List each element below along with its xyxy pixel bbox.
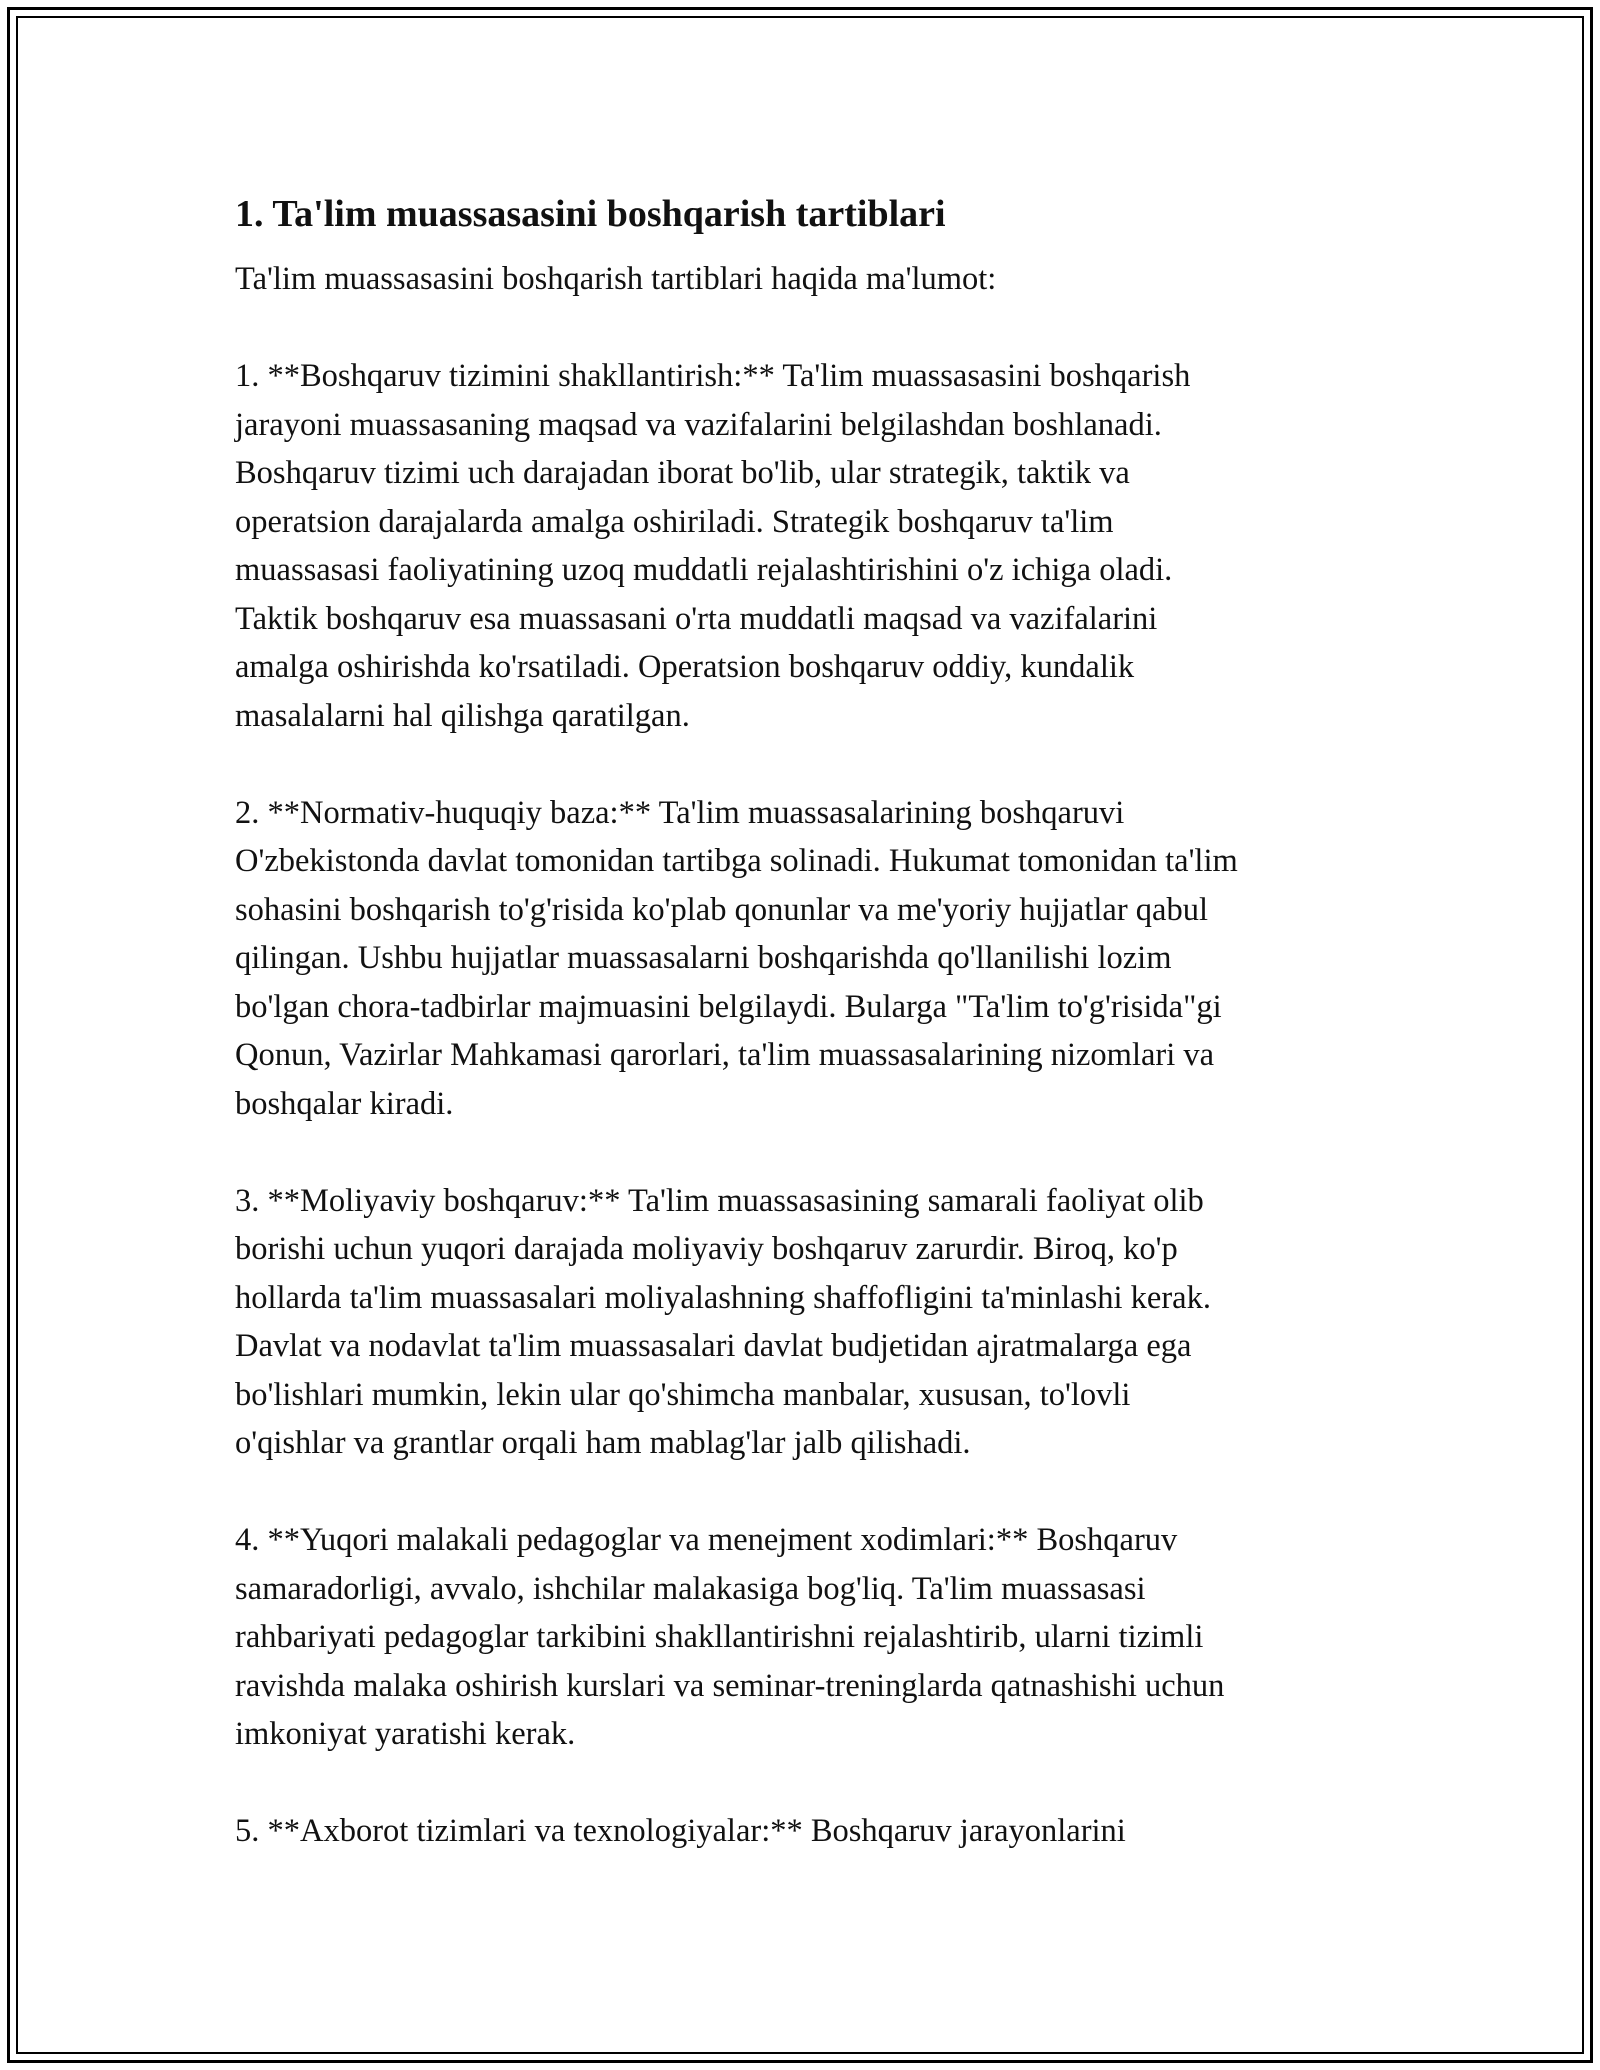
intro-paragraph	[235, 255, 1375, 304]
text-line: Boshqaruv tizimi uch darajadan iborat bo'lib, ular strategik, taktik va	[235, 455, 1130, 491]
text-line: o'qishlar va grantlar orqali ham mablag'lar jalb qilishadi.	[235, 1425, 971, 1461]
text-line: imkoniyat yaratishi kerak.	[235, 1716, 576, 1752]
text-line: qilingan. Ushbu hujjatlar muassasalarni boshqarishda qo'llanilishi lozim	[235, 940, 1172, 976]
text-line: Taktik boshqaruv esa muassasani o'rta muddatli maqsad va vazifalarini	[235, 600, 1158, 637]
text-line: sohasini boshqarish to'g'risida ko'plab qonunlar va me'yoriy hujjatlar qabul	[235, 891, 1208, 928]
text-line: boshqalar kiradi.	[235, 1085, 454, 1122]
text-line: 4. **Yuqori malakali pedagoglar va menejment xodimlari:** Boshqaruv	[235, 1522, 1178, 1558]
text-line: bo'lishlari mumkin, lekin ular qo'shimcha manbalar, xususan, to'lovli	[235, 1376, 1131, 1413]
paragraph-1	[235, 352, 1375, 740]
text-line: Qonun, Vazirlar Mahkamasi qarorlari, ta'lim muassasalarining nizomlari va	[235, 1037, 1215, 1073]
paragraph-2	[235, 789, 1375, 1129]
paragraph-4	[235, 1516, 1375, 1759]
text-line: borishi uchun yuqori darajada moliyaviy boshqaruv zarurdir. Biroq, ko'p	[235, 1231, 1178, 1267]
text-line: amalga oshirishda ko'rsatiladi. Operatsion boshqaruv oddiy, kundalik	[235, 649, 1135, 685]
text-line: 5. **Axborot tizimlari va texnologiyalar:** Boshqaruv jarayonlarini	[235, 1813, 1126, 1849]
document-title: 1. Ta'lim muassasasini boshqarish tartiblari	[235, 193, 946, 235]
text-line: masalalarni hal qilishga qaratilgan.	[235, 697, 690, 734]
document-page	[235, 185, 1375, 1904]
paragraph-3	[235, 1177, 1375, 1468]
text-line: operatsion darajalarda amalga oshiriladi. Strategik boshqaruv ta'lim	[235, 503, 1114, 540]
text-line: jarayoni muassasaning maqsad va vazifalarini belgilashdan boshlanadi.	[235, 406, 1162, 443]
text-line: hollarda ta'lim muassasalari moliyalashning shaffofligini ta'minlashi kerak.	[235, 1279, 1211, 1316]
text-line: 1. **Boshqaruv tizimini shakllantirish:** Ta'lim muassasasini boshqarish	[235, 358, 1191, 394]
text-line: 3. **Moliyaviy boshqaruv:** Ta'lim muassasasining samarali faoliyat olib	[235, 1182, 1204, 1219]
text-line: 2. **Normativ-huquqiy baza:** Ta'lim muassasalarining boshqaruvi	[235, 794, 1125, 831]
text-line: muassasasi faoliyatining uzoq muddatli rejalashtirishini o'z ichiga oladi.	[235, 552, 1173, 588]
text-line: ravishda malaka oshirish kurslari va seminar-treninglarda qatnashishi uchun	[235, 1667, 1225, 1704]
intro-line: Ta'lim muassasasini boshqarish tartiblari haqida ma'lumot:	[235, 261, 997, 297]
text-line: Davlat va nodavlat ta'lim muassasalari davlat budjetidan ajratmalarga ega	[235, 1328, 1192, 1364]
text-line: samaradorligi, avvalo, ishchilar malakasiga bog'liq. Ta'lim muassasasi	[235, 1570, 1146, 1607]
text-line: rahbariyati pedagoglar tarkibini shakllantirishni rejalashtirib, ularni tizimli	[235, 1619, 1204, 1655]
paragraph-5	[235, 1807, 1375, 1856]
text-line: bo'lgan chora-tadbirlar majmuasini belgilaydi. Bularga "Ta'lim to'g'risida"gi	[235, 988, 1222, 1025]
text-line: O'zbekistonda davlat tomonidan tartibga solinadi. Hukumat tomonidan ta'lim	[235, 843, 1238, 879]
